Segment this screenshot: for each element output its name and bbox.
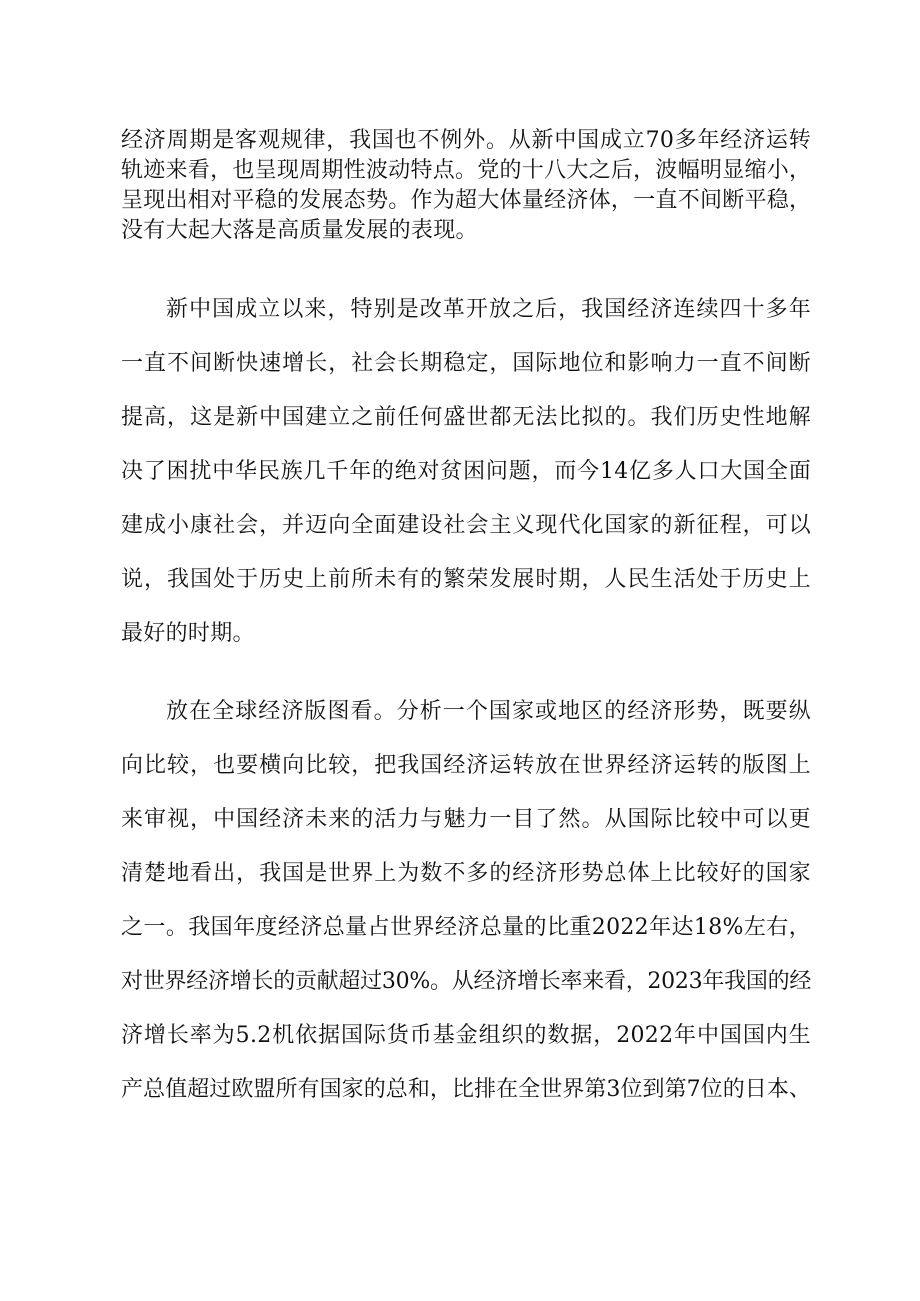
text-line: 产总值超过欧盟所有国家的总和，比排在全世界第3位到第7位的日本、: [121, 1077, 811, 1102]
text-line: 之一。我国年度经济总量占世界经济总量的比重2022年达18%左右，: [121, 915, 811, 940]
text-line: 一直不间断快速增长，社会长期稳定，国际地位和影响力一直不间断: [121, 351, 811, 376]
text-line: 没有大起大落是高质量发展的表现。: [121, 218, 478, 243]
text-line: 说，我国处于历史上前所未有的繁荣发展时期，人民生活处于历史上: [121, 567, 811, 592]
text-line: 对世界经济增长的贡献超过30%。从经济增长率来看，2023年我国的经: [121, 969, 812, 994]
text-line: 经济周期是客观规律，我国也不例外。从新中国成立70多年经济运转: [121, 128, 811, 153]
paragraph-1: [121, 126, 811, 246]
text-line: 建成小康社会，并迈向全面建设社会主义现代化国家的新征程，可以: [121, 513, 811, 538]
text-line: 放在全球经济版图看。分析一个国家或地区的经济形势，既要纵: [166, 699, 811, 724]
text-line: 来审视，中国经济未来的活力与魅力一目了然。从国际比较中可以更: [121, 807, 811, 832]
text-line: 济增长率为5.2机依据国际货币基金组织的数据，2022年中国国内生: [121, 1023, 811, 1048]
text-line: 轨迹来看，也呈现周期性波动特点。党的十八大之后，波幅明显缩小，: [121, 158, 812, 183]
paragraph-3: [121, 697, 811, 1129]
text-line: 向比较，也要横向比较，把我国经济运转放在世界经济运转的版图上: [121, 753, 811, 778]
text-line: 提高，这是新中国建立之前任何盛世都无法比拟的。我们历史性地解: [121, 405, 811, 430]
text-line: 最好的时期。: [121, 621, 255, 646]
text-line: 新中国成立以来，特别是改革开放之后，我国经济连续四十多年: [166, 297, 811, 322]
text-line: 清楚地看出，我国是世界上为数不多的经济形势总体上比较好的国家: [121, 861, 811, 886]
paragraph-2: [121, 295, 811, 673]
text-line: 呈现出相对平稳的发展态势。作为超大体量经济体，一直不间断平稳，: [121, 188, 812, 213]
text-line: 决了困扰中华民族几千年的绝对贫困问题，而今14亿多人口大国全面: [121, 459, 811, 484]
